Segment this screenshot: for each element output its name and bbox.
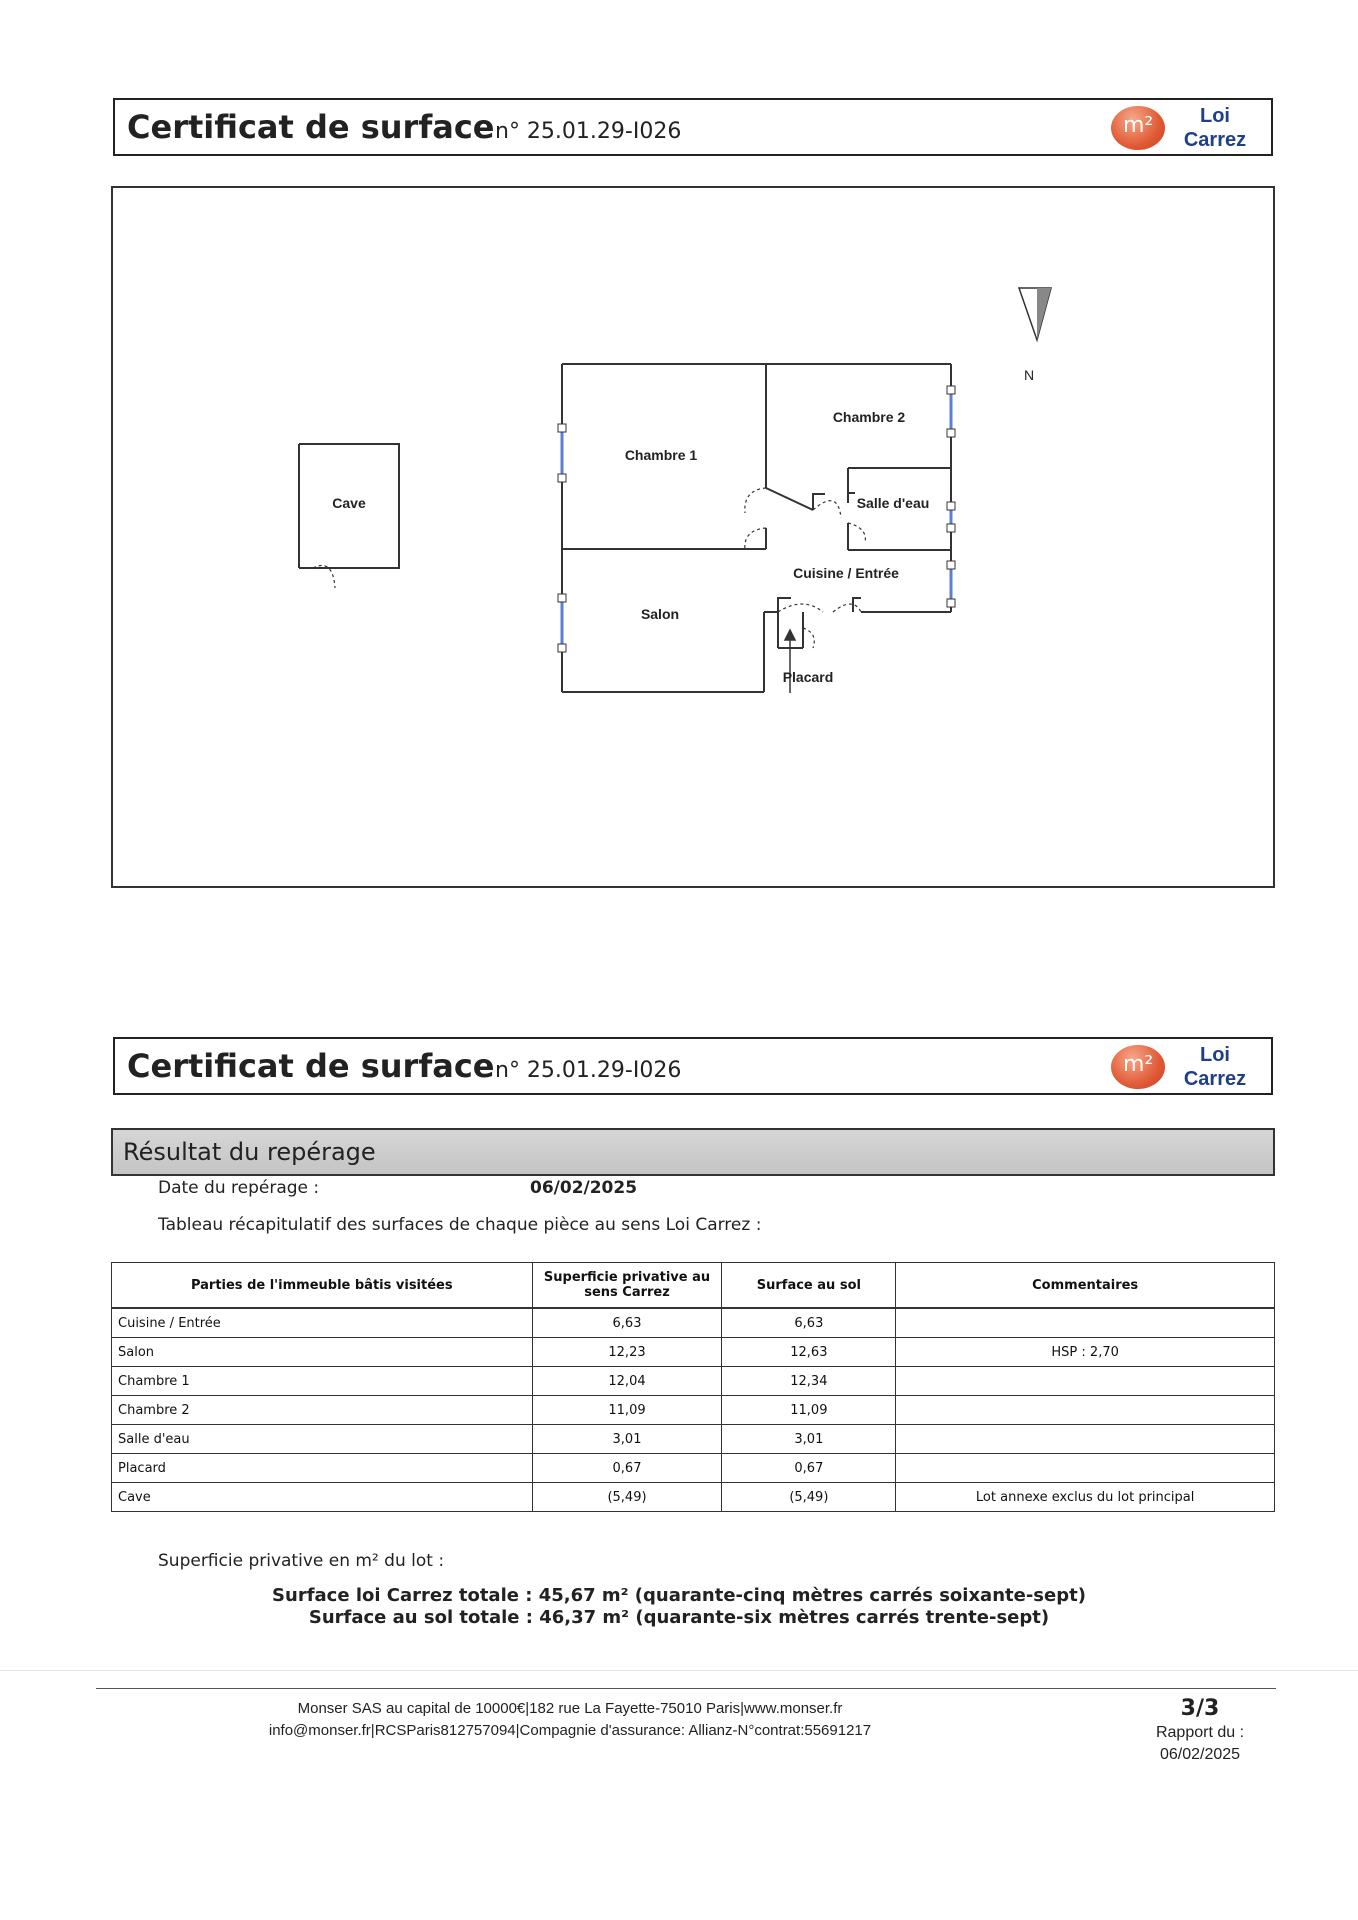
label-chambre2: Chambre 2 — [832, 409, 906, 425]
header-number-2: n° 25.01.29-I026 — [495, 1058, 682, 1083]
table-row: Cuisine / Entrée 6,63 6,63 — [112, 1308, 1275, 1338]
date-label: Date du repérage : — [158, 1178, 320, 1198]
section-title: Résultat du repérage — [111, 1128, 1275, 1176]
page-number: 3/3 — [1180, 1696, 1220, 1721]
header-title-2: Certificat de surface — [127, 1047, 495, 1085]
label-cuisine: Cuisine / Entrée — [793, 565, 899, 581]
table-row: Chambre 1 12,04 12,34 — [112, 1367, 1275, 1396]
header-number: n° 25.01.29-I026 — [495, 119, 682, 144]
footer-divider — [96, 1688, 1276, 1689]
col-carrez: Superficie privative au sens Carrez — [532, 1263, 722, 1309]
m2-icon: m² — [1111, 1045, 1165, 1089]
footer-contact: info@monser.fr|RCSParis812757094|Compagnie d'assurance: Allianz-N°contrat:55691217 — [268, 1722, 872, 1739]
label-salon: Salon — [640, 606, 680, 622]
col-part: Parties de l'immeuble bâtis visitées — [112, 1263, 533, 1309]
col-comment: Commentaires — [896, 1263, 1275, 1309]
rapport-date: 06/02/2025 — [1159, 1746, 1241, 1763]
total-carrez: Surface loi Carrez totale : 45,67 m² (quarante-cinq mètres carrés soixante-sept) — [272, 1585, 1086, 1606]
table-caption: Tableau récapitulatif des surfaces de chaque pièce au sens Loi Carrez : — [158, 1215, 762, 1235]
floor-plan — [113, 188, 1273, 886]
divider — [0, 1670, 1358, 1671]
m2-icon: m² — [1111, 106, 1165, 150]
loi-carrez-logo-2: m² Loi Carrez — [1111, 1043, 1251, 1091]
table-row: Placard 0,67 0,67 — [112, 1454, 1275, 1483]
floor-plan-frame — [111, 186, 1275, 888]
label-placard: Placard — [782, 669, 834, 685]
north-label: N — [1024, 367, 1035, 383]
header-title: Certificat de surface — [127, 108, 495, 146]
certificate-header-top — [113, 98, 1273, 156]
label-salle-eau: Salle d'eau — [856, 495, 930, 511]
table-row: Salle d'eau 3,01 3,01 — [112, 1425, 1275, 1454]
certificate-header-bottom — [113, 1037, 1273, 1095]
label-cave: Cave — [332, 495, 366, 511]
table-row: Chambre 2 11,09 11,09 — [112, 1396, 1275, 1425]
superficie-label: Superficie privative en m² du lot : — [158, 1551, 445, 1571]
label-chambre1: Chambre 1 — [624, 447, 698, 463]
date-value: 06/02/2025 — [530, 1178, 638, 1198]
rapport-label: Rapport du : — [1155, 1724, 1245, 1741]
col-sol: Surface au sol — [722, 1263, 896, 1309]
north-arrow-icon — [1019, 288, 1051, 340]
total-sol: Surface au sol totale : 46,37 m² (quarante-six mètres carrés trente-sept) — [308, 1607, 1050, 1628]
table-row: Cave (5,49) (5,49) Lot annexe exclus du lot principal — [112, 1483, 1275, 1512]
footer-company: Monser SAS au capital de 10000€|182 rue La Fayette-75010 Paris|www.monser.fr — [297, 1700, 843, 1717]
table-row: Salon 12,23 12,63 HSP : 2,70 — [112, 1338, 1275, 1367]
surface-table — [111, 1262, 1275, 1512]
loi-carrez-logo: m² Loi Carrez — [1111, 104, 1251, 152]
